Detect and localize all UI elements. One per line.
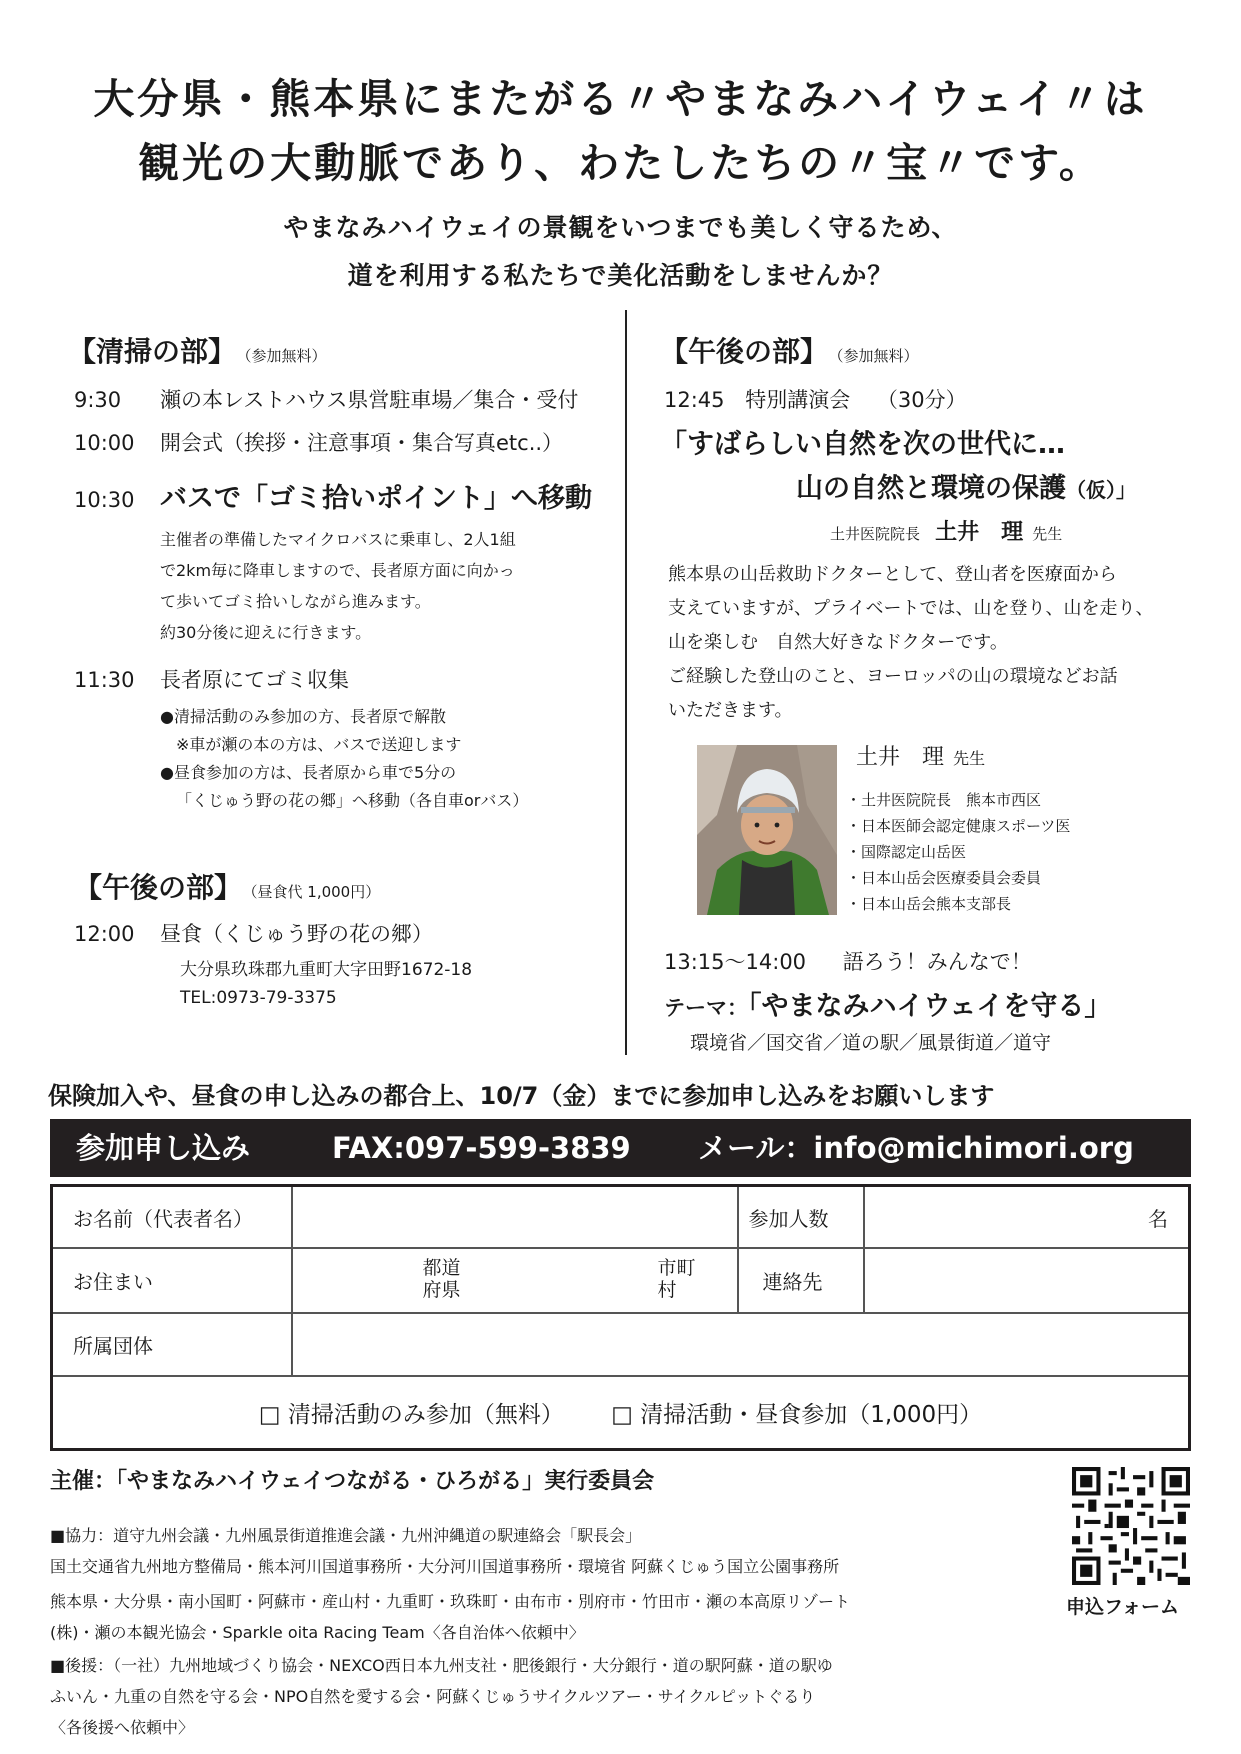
note-line: ※車が瀬の本の方は、バスで送迎します — [176, 735, 462, 754]
city-bottom: 村 — [657, 1279, 677, 1302]
lunch-row — [74, 918, 433, 948]
qr-code-icon[interactable] — [1072, 1467, 1190, 1585]
lunch-fee-note: （昼食代 1,000円） — [250, 883, 381, 901]
address-field[interactable] — [292, 1248, 738, 1313]
name-label: お名前（代表者名） — [52, 1186, 292, 1249]
schedule-text: 開会式（挨拶・注意事項・集合写真etc..） — [160, 431, 564, 455]
intro-line: 支えていますが、プライベートでは、山を登り、山を走り、 — [668, 598, 1154, 619]
count-field[interactable] — [864, 1186, 1190, 1249]
profile-item: ・日本山岳会熊本支部長 — [846, 895, 1012, 913]
application-form — [50, 1184, 1191, 1451]
talk-time: 13:15〜14:00 — [664, 950, 807, 974]
lecture-title-main: 山の自然と環境の保護 — [796, 473, 1066, 504]
schedule-row — [74, 476, 592, 515]
support-line: ふいん・九重の自然を守る会・NPO自然を愛する会・阿蘇くじゅうサイクルツアー・サイクルピットぐるり — [50, 1687, 816, 1706]
participation-options — [52, 1376, 1190, 1450]
form-row-name — [52, 1186, 1190, 1249]
schedule-text: 長者原にてゴミ収集 — [160, 668, 349, 692]
profile-suffix: 先生 — [953, 749, 986, 768]
lecture-title-line1: 「すばらしい自然を次の世代に… — [660, 429, 1065, 460]
headline-line2: 観光の大動脈であり、わたしたちの〃宝〃です。 — [138, 139, 1103, 187]
apply-email[interactable]: メール：info@michimori.org — [698, 1131, 1134, 1165]
intro-line: 熊本県の山岳救助ドクターとして、登山者を医療面から — [668, 564, 1117, 585]
lunch-time: 12:00 — [74, 922, 135, 946]
pref-bottom: 府県 — [422, 1279, 461, 1302]
lecture-time: 12:45 — [664, 388, 725, 412]
note-line: ●昼食参加の方は、長者原から車で5分の — [160, 763, 457, 782]
note-line: ●清掃活動のみ参加の方、長者原で解散 — [160, 707, 446, 726]
form-row-address — [52, 1248, 1190, 1313]
bus-desc-line: 主催者の準備したマイクロバスに乗車し、2人1組 — [160, 530, 516, 549]
afternoon-fee-note: （参加無料） — [836, 347, 919, 365]
subhead-line1: やまなみハイウェイの景観をいつまでも美しく守るため、 — [283, 213, 958, 242]
talk-row — [664, 946, 1032, 976]
application-bar — [50, 1119, 1191, 1177]
speaker-suffix: 先生 — [1032, 525, 1063, 543]
cleanup-fee-note: （参加無料） — [244, 347, 327, 365]
cooperation-line: (株)・瀬の本観光協会・Sparkle oita Racing Team〈各自治体へ依頼中〉 — [50, 1623, 585, 1642]
afternoon-section-title — [660, 330, 919, 370]
talk-label: 語ろう！みんなで！ — [842, 950, 1032, 974]
lunch-address: 大分県玖珠郡九重町大字田野1672-18 — [180, 960, 473, 980]
city-suffix — [658, 1257, 696, 1301]
profile-item: ・国際認定山岳医 — [846, 843, 967, 861]
cleanup-title: 【清掃の部】 — [68, 335, 237, 368]
lecture-title-line2 — [796, 466, 1136, 505]
organizer: 主催：「やまなみハイウェイつながる・ひろがる」実行委員会 — [50, 1469, 655, 1494]
lunch-title: 【午後の部】 — [74, 871, 243, 904]
schedule-time: 11:30 — [74, 668, 135, 692]
profile-item: ・土井医院院長 熊本市西区 — [846, 791, 1042, 809]
lecture-title-tail: （仮）」 — [1066, 478, 1136, 502]
cleanup-section-title — [68, 330, 327, 370]
intro-line: 山を楽しむ 自然大好きなドクターです。 — [668, 632, 1008, 653]
lunch-text: 昼食（くじゅう野の花の郷） — [160, 922, 433, 946]
group-field[interactable] — [292, 1313, 1190, 1376]
schedule-text-bus: バスで「ゴミ拾いポイント」へ移動 — [160, 483, 592, 514]
option-cleanup-only[interactable]: □ 清掃活動のみ参加（無料） — [258, 1401, 564, 1428]
group-label: 所属団体 — [52, 1313, 292, 1376]
theme-title: 「やまなみハイウェイを守る」 — [748, 991, 1112, 1022]
lecture-duration: （30分） — [876, 388, 967, 412]
apply-fax[interactable]: FAX:097-599-3839 — [332, 1131, 631, 1165]
profile-name: 土井 理 — [856, 745, 945, 770]
contact-label: 連絡先 — [738, 1248, 864, 1313]
speaker-photo — [697, 745, 837, 915]
form-row-options — [52, 1376, 1190, 1450]
schedule-text: 瀬の本レストハウス県営駐車場／集合・受付 — [160, 388, 579, 412]
speaker-name: 土井 理 — [935, 520, 1024, 545]
option-cleanup-lunch[interactable]: □ 清掃活動・昼食参加（1,000円） — [611, 1401, 983, 1428]
theme-line — [664, 984, 1111, 1023]
headline-line1: 大分県・熊本県にまたがる〃やまなみハイウェイ〃は — [93, 75, 1148, 123]
speaker-role: 土井医院院長 — [830, 525, 921, 543]
lecture-label: 特別講演会 — [745, 388, 851, 412]
theme-label: テーマ： — [664, 996, 748, 1020]
support-list — [50, 1650, 833, 1743]
support-line: ■後援：（一社）九州地域づくり協会・NEXCO西日本九州支社・肥後銀行・大分銀行・道の駅阿蘇・道の駅ゆ — [50, 1656, 833, 1675]
speaker-line — [830, 515, 1062, 546]
schedule-time: 10:30 — [74, 488, 135, 512]
speaker-intro — [668, 558, 1153, 728]
count-label: 参加人数 — [738, 1186, 864, 1249]
prefecture-suffix — [423, 1257, 461, 1301]
lunch-section-title — [74, 866, 380, 906]
bus-desc-line: て歩いてゴミ拾いしながら進みます。 — [160, 592, 431, 611]
panel-members: 環境省／国交省／道の駅／風景街道／道守 — [690, 1032, 1052, 1054]
schedule-row — [74, 427, 563, 457]
profile-name-line — [856, 740, 985, 771]
address-label: お住まい — [52, 1248, 292, 1313]
schedule-time: 10:00 — [74, 431, 135, 455]
bus-desc-line: で2km毎に降車しますので、長者原方面に向かっ — [160, 561, 515, 580]
name-field[interactable] — [292, 1186, 738, 1249]
cooperation-line: 国土交通省九州地方整備局・熊本河川国道事務所・大分河川国道事務所・環境省 阿蘇くじゅう国立公園事務所 — [50, 1557, 840, 1576]
count-unit: 名 — [1148, 1206, 1168, 1231]
lunch-tel: TEL:0973-79-3375 — [180, 988, 337, 1008]
cooperation-line: ■協力：道守九州会議・九州風景街道推進会議・九州沖縄道の駅連絡会「駅長会」 — [50, 1526, 642, 1545]
intro-line: いただきます。 — [668, 700, 793, 721]
lecture-row — [664, 384, 967, 414]
bus-description — [160, 524, 516, 648]
deadline-notice: 保険加入や、昼食の申し込みの都合上、10/7（金）までに参加申し込みをお願いします — [48, 1082, 995, 1110]
cooperation-list — [50, 1520, 850, 1648]
qr-label: 申込フォーム — [1066, 1596, 1180, 1618]
schedule-row — [74, 664, 349, 694]
climber-photo-illustration — [697, 745, 837, 915]
schedule-time: 9:30 — [74, 388, 122, 412]
schedule-row — [74, 384, 578, 414]
profile-item: ・日本医師会認定健康スポーツ医 — [846, 817, 1071, 835]
support-line: 〈各後援へ依頼中〉 — [50, 1718, 195, 1737]
contact-field[interactable] — [864, 1248, 1190, 1313]
subhead-line2: 道を利用する私たちで美化活動をしませんか？ — [347, 261, 894, 290]
apply-label: 参加申し込み — [76, 1131, 251, 1165]
afternoon-title: 【午後の部】 — [660, 335, 829, 368]
bus-desc-line: 約30分後に迎えに行きます。 — [160, 623, 372, 642]
lunch-venue — [180, 956, 472, 1012]
cooperation-line: 熊本県・大分県・南小国町・阿蘇市・産山村・九重町・玖珠町・由布市・別府市・竹田市・瀬の本高原リゾート — [50, 1592, 851, 1611]
form-row-group — [52, 1313, 1190, 1376]
profile-item: ・日本山岳会医療委員会委員 — [846, 869, 1042, 887]
cleanup-notes — [160, 703, 528, 815]
pref-top: 都道 — [422, 1257, 461, 1280]
intro-line: ご経験した登山のこと、ヨーロッパの山の環境などお話 — [668, 666, 1118, 687]
note-line: 「くじゅう野の花の郷」へ移動（各自車orバス） — [176, 791, 529, 810]
city-top: 市町 — [657, 1257, 696, 1280]
profile-list — [846, 787, 1070, 917]
column-divider — [625, 310, 627, 1055]
